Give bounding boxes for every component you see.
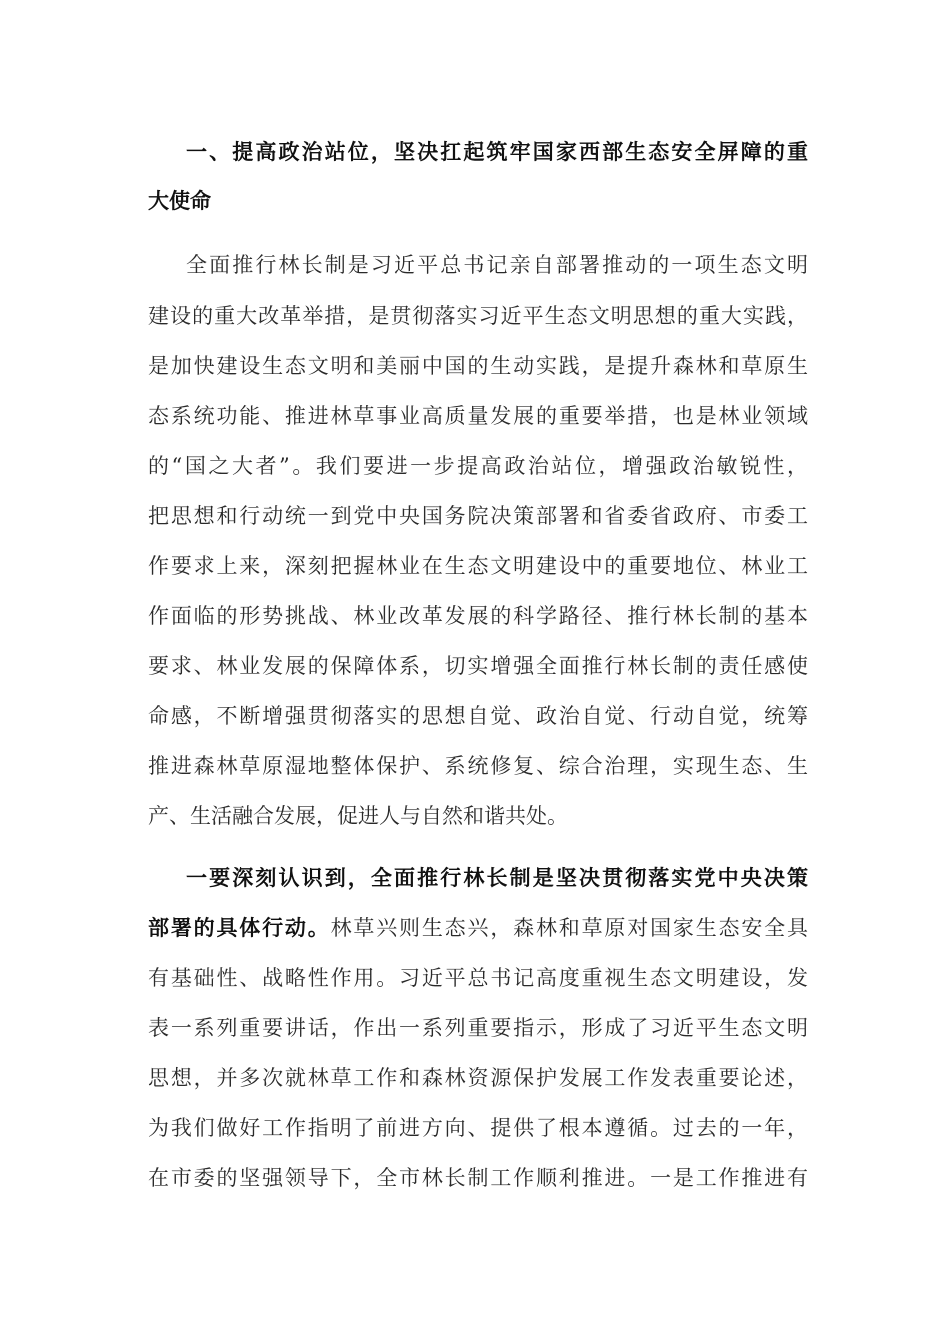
section-heading-line-1: 一、提高政治站位，坚决扛起筑牢国家西部生态安全屏障的重 [186, 139, 808, 164]
paragraph-2-line-6: 为我们做好工作指明了前进方向、提供了根本遵循。过去的一年， [148, 1116, 808, 1140]
paragraph-2-line-1: 一要深刻认识到，全面推行林长制是坚决贯彻落实党中央决策 [186, 865, 808, 890]
paragraph-2-line-5: 思想，并多次就林草工作和森林资源保护发展工作发表重要论述， [148, 1066, 808, 1090]
paragraph-1-line-1: 全面推行林长制是习近平总书记亲自部署推动的一项生态文明 [186, 253, 808, 277]
paragraph-1-line-8: 作面临的形势挑战、林业改革发展的科学路径、推行林长制的基本 [148, 604, 808, 628]
paragraph-2-line-3: 有基础性、战略性作用。习近平总书记高度重视生态文明建设，发 [148, 966, 808, 990]
paragraph-1-line-3: 是加快建设生态文明和美丽中国的生动实践，是提升森林和草原生 [148, 354, 808, 378]
paragraph-1-line-5: 的“国之大者”。我们要进一步提高政治站位，增强政治敏锐性， [148, 454, 808, 478]
paragraph-2-line-7: 在市委的坚强领导下，全市林长制工作顺利推进。一是工作推进有 [148, 1166, 808, 1190]
paragraph-1-line-10: 命感，不断增强贯彻落实的思想自觉、政治自觉、行动自觉，统筹 [148, 704, 808, 728]
section-heading-line-2: 大使命 [148, 188, 211, 213]
paragraph-1-line-4: 态系统功能、推进林草事业高质量发展的重要举措，也是林业领域 [148, 404, 808, 428]
paragraph-1-line-9: 要求、林业发展的保障体系，切实增强全面推行林长制的责任感使 [148, 654, 808, 678]
paragraph-2-bold-lead: 部署的具体行动。 [148, 915, 331, 940]
paragraph-1-line-2: 建设的重大改革举措，是贯彻落实习近平生态文明思想的重大实践， [148, 304, 808, 328]
paragraph-2-line-4: 表一系列重要讲话，作出一系列重要指示，形成了习近平生态文明 [148, 1016, 808, 1040]
paragraph-2-line-2 [148, 908, 808, 948]
paragraph-1-line-6: 把思想和行动统一到党中央国务院决策部署和省委省政府、市委工 [148, 504, 808, 528]
paragraph-1-line-11: 推进森林草原湿地整体保护、系统修复、综合治理，实现生态、生 [148, 754, 808, 778]
paragraph-2-line-2-text: 林草兴则生态兴，森林和草原对国家生态安全具 [330, 916, 809, 940]
paragraph-1-line-12: 产、生活融合发展，促进人与自然和谐共处。 [148, 804, 568, 828]
paragraph-1-line-7: 作要求上来，深刻把握林业在生态文明建设中的重要地位、林业工 [148, 554, 808, 578]
